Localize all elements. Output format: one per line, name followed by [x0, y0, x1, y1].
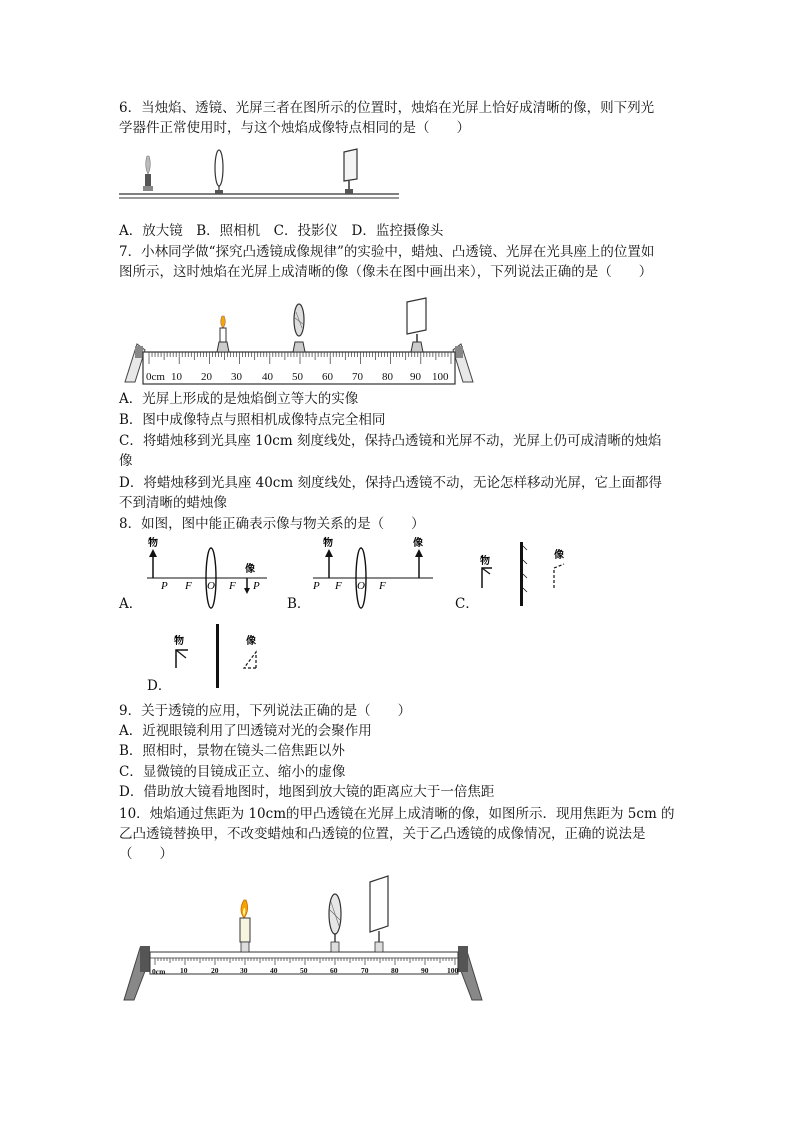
- q7-lens: [293, 304, 305, 352]
- q8d-object: [176, 650, 188, 668]
- q8a-f-left: F: [185, 580, 192, 592]
- q6-stem-line2: 学器件正常使用时，与这个烛焰成像特点相同的是（ ）: [119, 120, 470, 136]
- q10-stem-line1: 10．烛焰通过焦距为 10cm的甲凸透镜在光屏上成清晰的像，如图所示．现用焦距为 5cm 的: [119, 806, 675, 822]
- q10-scale-label: 10: [180, 966, 188, 975]
- q8d-image-label: 像: [246, 636, 256, 647]
- q7-scale-label: 20: [201, 371, 212, 383]
- q8c-object: [482, 568, 492, 588]
- q10-stem-line3: （ ）: [119, 846, 173, 862]
- q6-options: A．放大镜 B．照相机 C．投影仪 D．监控摄像头: [119, 223, 444, 239]
- q8a-p-right: P: [253, 580, 260, 592]
- q7-candle: [217, 316, 229, 352]
- q8-label-d: D．: [147, 678, 172, 694]
- q6-stem-line1: 6．当烛焰、透镜、光屏三者在图所示的位置时，烛焰在光屏上恰好成清晰的像，则下列光: [119, 100, 655, 116]
- q7-scale-label: 30: [231, 371, 242, 383]
- q7-option-d-line1: D．将蜡烛移到光具座 40cm 刻度线处，保持凸透镜不动，无论怎样移动光屏，它上面都得: [119, 475, 662, 491]
- q6-lens: [215, 150, 223, 194]
- q7-scale-label: 10: [171, 371, 182, 383]
- q9-option-c: C．显微镜的目镜成正立、缩小的虚像: [119, 764, 346, 780]
- q7-scale-label: 80: [382, 371, 393, 383]
- q8a-p-left: P: [161, 580, 168, 592]
- q8d-object-label: 物: [174, 636, 184, 647]
- q7-option-c-line2: 像: [119, 453, 133, 469]
- q8-figure-d: [170, 622, 270, 692]
- q6-figure: [119, 146, 399, 208]
- q6-candle: [143, 156, 153, 191]
- q10-scale-label: 30: [240, 966, 248, 975]
- q9-option-d: D．借助放大镜看地图时，地图到放大镜的距离应大于一倍焦距: [119, 784, 495, 800]
- q8b-o: O: [357, 580, 365, 592]
- q7-option-c-line1: C．将蜡烛移到光具座 10cm 刻度线处，保持凸透镜和光屏不动，光屏上仍可成清晰的烛焰: [119, 433, 662, 449]
- q8-figure-c: [476, 540, 576, 610]
- q8d-mirror: [216, 624, 219, 688]
- q8-label-b: B．: [287, 596, 311, 612]
- q8c-image: [554, 564, 564, 588]
- q10-scale-label: 20: [211, 966, 219, 975]
- q8c-image-label: 像: [554, 550, 564, 561]
- q10-scale-label: 60: [330, 966, 338, 975]
- q7-scale-label: 50: [292, 371, 303, 383]
- q10-scale-label: 100: [447, 966, 459, 975]
- q9-option-a: A．近视眼镜利用了凹透镜对光的会聚作用: [119, 723, 372, 739]
- q8a-o: O: [207, 580, 215, 592]
- q7-option-a: A．光屏上形成的是烛焰倒立等大的实像: [119, 391, 359, 407]
- q7-figure: [121, 296, 477, 388]
- q7-screen: [407, 298, 426, 352]
- q8b-p-left: P: [313, 580, 320, 592]
- q7-stem-line1: 7．小林同学做“探究凸透镜成像规律”的实验中，蜡烛、凸透镜、光屏在光具座上的位置如: [119, 244, 655, 260]
- q9-option-b: B．照相时，景物在镜头二倍焦距以外: [119, 743, 345, 759]
- q8d-image: [244, 652, 256, 668]
- q8-figure-a: [143, 536, 273, 610]
- q7-scale-label: 90: [410, 371, 421, 383]
- q8-label-a: A．: [119, 596, 143, 612]
- q7-option-d-line2: 不到清晰的蜡烛像: [119, 495, 227, 511]
- q7-option-b: B．图中成像特点与照相机成像特点完全相同: [119, 412, 386, 428]
- q9-stem: 9．关于透镜的应用，下列说法正确的是（ ）: [119, 703, 412, 719]
- q6-screen: [344, 149, 357, 194]
- q10-scale-label: 50: [300, 966, 308, 975]
- q7-scale-label: 0cm: [146, 371, 165, 383]
- q8a-object-label: 物: [148, 538, 158, 549]
- q8a-image-label: 像: [245, 564, 255, 575]
- q8b-image-label: 像: [413, 538, 423, 549]
- q10-lens: [329, 894, 341, 952]
- q8b-object-label: 物: [323, 538, 333, 549]
- q10-stem-line2: 乙凸透镜替换甲，不改变蜡烛和凸透镜的位置，关于乙凸透镜的成像情况，正确的说法是: [119, 826, 646, 842]
- q10-candle: [240, 900, 250, 952]
- q8c-object-label: 物: [480, 556, 490, 567]
- q8-figure-b: [309, 536, 439, 610]
- q10-scale-label: 70: [361, 966, 369, 975]
- q10-scale-label: 0cm: [152, 967, 166, 976]
- q10-figure: [120, 874, 490, 1006]
- q7-scale-label: 70: [352, 371, 363, 383]
- q7-scale-label: 100: [432, 371, 449, 383]
- q8a-f-right: F: [229, 580, 236, 592]
- q8-label-c: C．: [455, 596, 479, 612]
- q8b-f-left: F: [335, 580, 342, 592]
- q10-scale-label: 40: [270, 966, 278, 975]
- q8-stem: 8．如图，图中能正确表示像与物关系的是（ ）: [119, 516, 425, 532]
- q10-scale-label: 80: [391, 966, 399, 975]
- q7-scale-label: 40: [262, 371, 273, 383]
- q7-stem-line2: 图所示，这时烛焰在光屏上成清晰的像（像未在图中画出来），下列说法正确的是（ ）: [119, 264, 653, 280]
- q8c-mirror: [520, 542, 523, 606]
- q8b-f-right: F: [379, 580, 386, 592]
- q10-screen: [370, 876, 388, 952]
- q10-scale-label: 90: [421, 966, 429, 975]
- q7-scale-label: 60: [322, 371, 333, 383]
